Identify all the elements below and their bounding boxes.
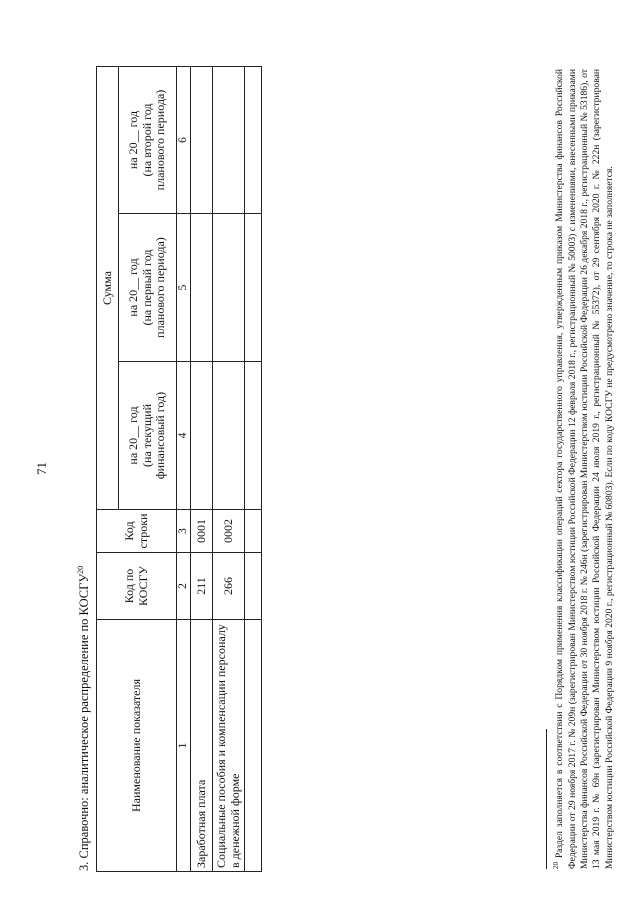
header-row-code: Код строки [97, 510, 177, 553]
col-num-3: 3 [177, 510, 191, 553]
row-name: Заработная плата [191, 620, 213, 872]
header-second-plan-year [119, 66, 177, 213]
header-kosgu-code: Код по КОСГУ [97, 553, 177, 620]
row-code [245, 510, 262, 553]
table-row [191, 66, 213, 871]
header-second-plan-year-line2: (на второй год [139, 103, 154, 177]
page-number: 71 [34, 462, 49, 475]
section-footnote-mark: 20 [76, 565, 85, 574]
header-first-plan-year-line3: планового периода) [153, 237, 168, 338]
header-first-plan-year [119, 214, 177, 362]
row-value-second-plan-year [245, 66, 262, 213]
footnote-divider [546, 729, 547, 869]
row-value-current-year [245, 362, 262, 510]
header-current-year-line2: (на текущий [139, 403, 154, 468]
row-value-current-year [191, 362, 213, 510]
header-first-plan-year-line1: на 20__ год [125, 258, 140, 317]
row-name: Социальные пособия и компенсации персоналу в денежной форме [213, 620, 245, 872]
table-row [245, 66, 262, 871]
footnote-text: Раздел заполняется в соответствии с Порядком применения классификации операций сектора государственного управления, утвержденным приказом Министерства финансов Российской Федерации от 29 ноября 2017 г. № 209н (зарегистрирован Министерством юстиции Российской Федерации 12 февраля 2018 г., регистрационный № 50003) с изменениями, внесенными приказами Министерства финансов Российской Федерации от 30 ноября 2018 г. № 246н (зарегистрирован Министерством юстиции Российской Федерации 26 декабря 2018 г., регистрационный № 53186), от 13 мая 2019 г. № 69н (зарегистрирован Министерством юстиции Российской Федерации 24 июля 2019 г., регистрационный № 55372), от 29 сентября 2020 г. № 222н (зарегистрирован Министерством юстиции Российской Федерации 9 ноября 2020 г., регистрационный № 60803). Если по коду КОСГУ не предусмотрено значение, то строка не заполняется. [554, 69, 615, 869]
column-number-row [177, 66, 191, 871]
row-kosgu [245, 553, 262, 620]
row-value-current-year [213, 362, 245, 510]
header-row-top [97, 66, 119, 871]
section-title-text: 3. Справочно: аналитическое распределение по КОСГУ [77, 573, 92, 871]
header-current-year-line3: финансовый год) [153, 391, 168, 480]
row-value-first-plan-year [191, 214, 213, 362]
row-kosgu: 266 [213, 553, 245, 620]
col-num-4: 4 [177, 362, 191, 510]
row-code: 0001 [191, 510, 213, 553]
col-num-5: 5 [177, 214, 191, 362]
header-second-plan-year-line3: планового периода) [153, 89, 168, 191]
table-row [213, 66, 245, 871]
row-value-second-plan-year [191, 66, 213, 213]
header-indicator-name: Наименование показателя [97, 620, 177, 872]
footnote [550, 69, 616, 869]
col-num-1: 1 [177, 620, 191, 872]
row-value-first-plan-year [213, 214, 245, 362]
header-first-plan-year-line2: (на первый год [139, 249, 154, 326]
header-current-year-line1: на 20__ год [125, 406, 140, 465]
kosgu-distribution-table [96, 66, 262, 872]
row-value-second-plan-year [213, 66, 245, 213]
col-num-2: 2 [177, 553, 191, 620]
row-code: 0002 [213, 510, 245, 553]
footnote-mark: 20 [552, 862, 560, 869]
header-current-year [119, 362, 177, 510]
header-sum: Сумма [97, 66, 119, 509]
section-title [76, 566, 92, 871]
row-name [245, 620, 262, 872]
row-value-first-plan-year [245, 214, 262, 362]
row-kosgu: 211 [191, 553, 213, 620]
col-num-6: 6 [177, 66, 191, 213]
header-second-plan-year-line1: на 20__ год [125, 110, 140, 170]
